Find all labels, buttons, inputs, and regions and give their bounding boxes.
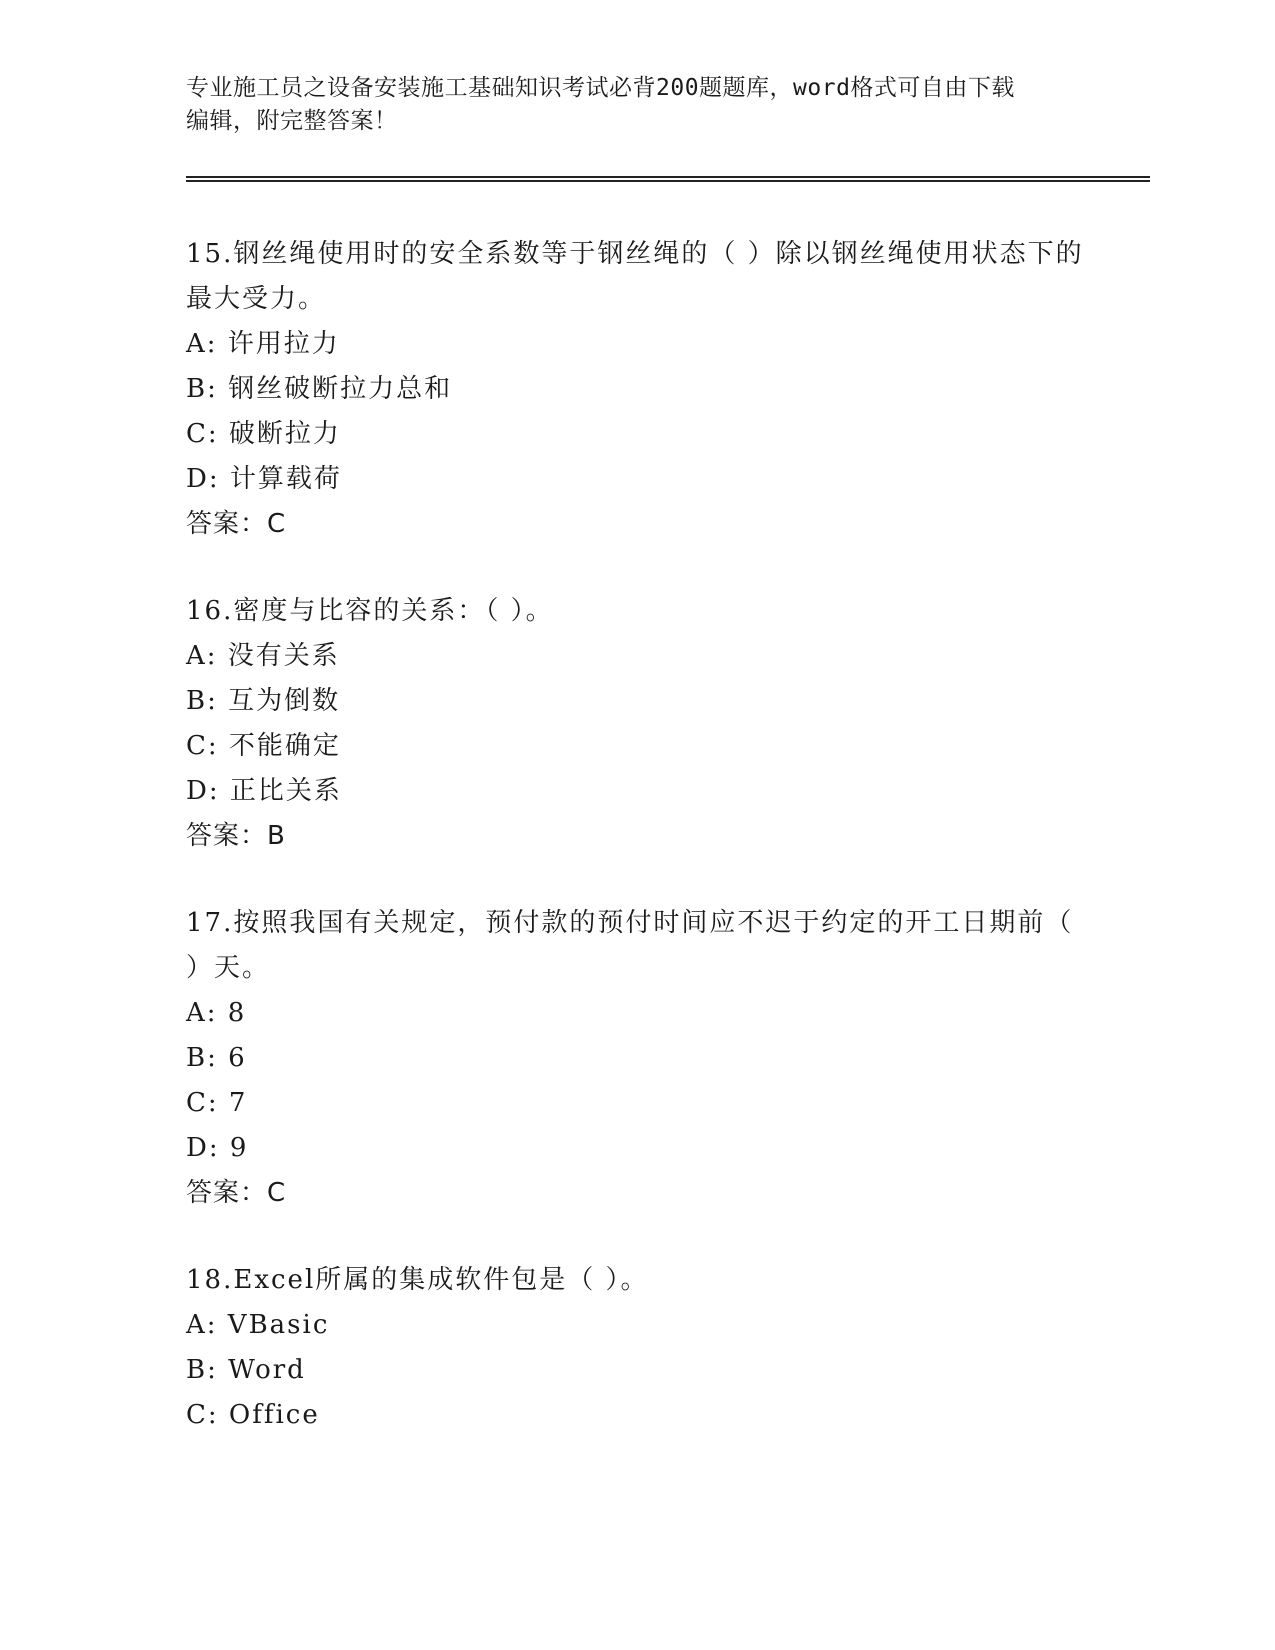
- question-15: [186, 232, 1086, 547]
- option-a: A: VBasic: [186, 1310, 330, 1340]
- question-stem: 17.按照我国有关规定，预付款的预付时间应不迟于约定的开工日期前（ ）天。: [186, 908, 1074, 983]
- option-a: A: 没有关系: [186, 641, 340, 671]
- question-list: [186, 232, 1086, 1480]
- answer: 答案：B: [186, 821, 286, 851]
- question-stem: 15.钢丝绳使用时的安全系数等于钢丝绳的（ ）除以钢丝绳使用状态下的最大受力。: [186, 239, 1084, 314]
- option-c: C: 破断拉力: [186, 419, 341, 449]
- option-b: B: 6: [186, 1043, 247, 1073]
- question-stem: 18.Excel所属的集成软件包是（ ）。: [186, 1265, 649, 1295]
- option-c: C: 7: [186, 1088, 248, 1118]
- question-16: [186, 589, 1086, 859]
- question-18: [186, 1258, 1086, 1438]
- question-17: [186, 901, 1086, 1216]
- header-divider: [186, 176, 1150, 182]
- option-c: C: 不能确定: [186, 731, 341, 761]
- option-b: B: 互为倒数: [186, 686, 341, 716]
- option-a: A: 许用拉力: [186, 329, 340, 359]
- answer: 答案：C: [186, 1178, 287, 1208]
- document-header: [186, 72, 1066, 138]
- option-d: D: 计算载荷: [186, 464, 342, 494]
- option-b: B: Word: [186, 1355, 306, 1385]
- answer: 答案：C: [186, 509, 287, 539]
- header-title-line-2: 编辑，附完整答案！: [186, 108, 398, 134]
- option-b: B: 钢丝破断拉力总和: [186, 374, 453, 404]
- question-stem: 16.密度与比容的关系：（ ）。: [186, 596, 554, 626]
- option-c: C: Office: [186, 1400, 320, 1430]
- option-d: D: 正比关系: [186, 776, 342, 806]
- option-a: A: 8: [186, 998, 247, 1028]
- option-d: D: 9: [186, 1133, 249, 1163]
- header-title-line-1: 专业施工员之设备安装施工基础知识考试必背200题题库，word格式可自由下载: [186, 75, 1015, 101]
